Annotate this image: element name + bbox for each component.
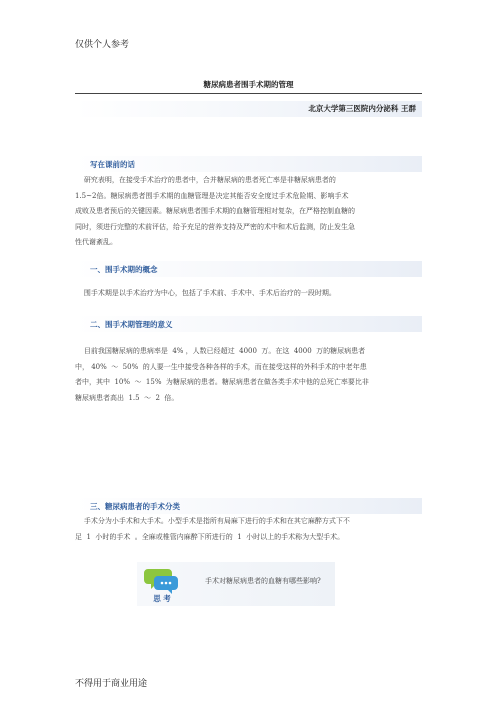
- author-bar: [75, 101, 422, 117]
- section-title: 一、围手术期的概念: [90, 265, 158, 274]
- speech-bubbles-icon: [143, 565, 181, 603]
- section-body-concept: 围手术期是以手术治疗为中心，包括了手术前、手术中、手术后治疗的一段时期。: [75, 289, 336, 297]
- think-label: 思 考: [153, 594, 171, 603]
- header-note: 仅供个人参考: [75, 40, 130, 50]
- section-header-classification: [75, 498, 422, 514]
- section-body-classification: 手术分为小手术和大手术。小型手术是指所有局麻下进行的手术和在其它麻醉方式下不 足 1 小时的手术 。全麻或椎管内麻醉下所进行的 1 小时以上的手术称为大型手术。: [75, 517, 350, 541]
- think-question: 手术对糖尿病患者的血糖有哪些影响?: [205, 577, 321, 585]
- section-title: 写在课前的话: [90, 160, 135, 169]
- section-title: 三、糖尿病患者的手术分类: [90, 502, 180, 511]
- section-body-significance: 目前我国糖尿病的患病率是 4% ，人数已经超过 4000 万。在这 4000 万的糖尿病患者 中， 40% ～ 50% 的人要一生中接受各种各样的手术，而在接受这样的外科手术的中老年患 者中，其中 10% ～ 15% 为糖尿病的患者。糖尿病患者在做各类手术中他的总死亡率要比非 糖尿病患者高出 1.5 ～ 2 倍。: [75, 347, 369, 402]
- section-header-intro: [75, 156, 422, 172]
- author-line: 北京大学第三医院内分泌科 王群: [308, 104, 416, 113]
- section-body-intro: 研究表明，在接受手术治疗的患者中，合并糖尿病的患者死亡率是非糖尿病患者的 1.5~2倍。糖尿病患者围手术期的血糖管理是决定其能否安全度过手术危险期、影响手术 成败及患者预后的关键因素。糖尿病患者围手术期的血糖管理相对复杂，在严格控制血糖的 同时，须进行完整的术前评估，给予充足的营养支持及严密的术中和术后监测，防止发生急 性代谢紊乱。: [75, 176, 355, 246]
- think-callout: [137, 562, 335, 606]
- section-header-significance: [75, 316, 422, 332]
- document-title: 糖尿病患者围手术期的管理: [203, 80, 294, 89]
- title-bar: [75, 79, 422, 94]
- section-title: 二、围手术期管理的意义: [90, 320, 173, 329]
- section-header-concept: [75, 261, 422, 277]
- footer-note: 不得用于商业用途: [75, 679, 148, 689]
